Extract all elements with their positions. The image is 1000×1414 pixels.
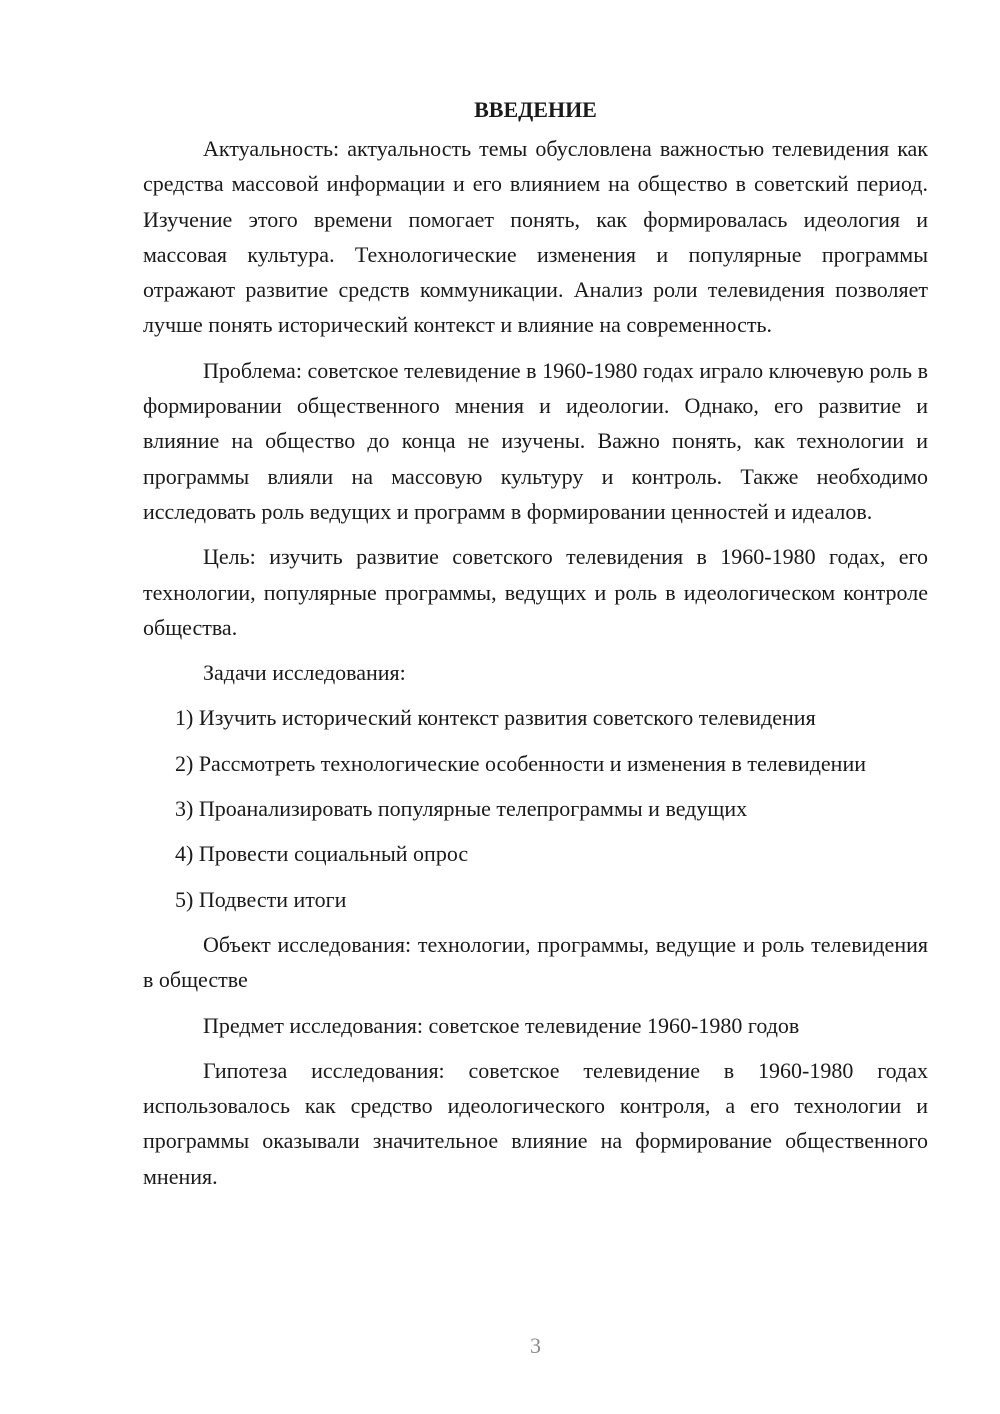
problem-paragraph: Проблема: советское телевидение в 1960-1980 годах играло ключевую роль в формировании общественного мнения и идеологии. Однако, его развитие и влияние на общество до конца не изучены. Важно понять, как технологии и программы влияли на массовую культуру и контроль. Также необходимо исследовать роль ведущих и программ в формировании ценностей и идеалов.: [143, 357, 928, 524]
relevance-paragraph: Актуальность: актуальность темы обусловлена важностью телевидения как средства массовой информации и его влиянием на общество в советский период. Изучение этого времени помогает понять, как формировалась идеология и массовая культура. Технологические изменения и популярные программы отражают развитие средств коммуникации. Анализ роли телевидения позволяет лучше понять исторический контекст и влияние на современность.: [143, 136, 928, 338]
tasks-list: [143, 700, 928, 916]
page-title: ВВЕДЕНИЕ: [474, 97, 597, 122]
goal-paragraph: Цель: изучить развитие советского телевидения в 1960-1980 годах, его технологии, популярные программы, ведущих и роль в идеологическом контроле общества.: [143, 544, 928, 640]
subject-paragraph: Предмет исследования: советское телевидение 1960-1980 годов: [203, 1012, 800, 1038]
document-page: [143, 92, 928, 1204]
list-item: 1) Изучить исторический контекст развития советского телевидения: [175, 705, 816, 731]
list-item: 3) Проанализировать популярные телепрограммы и ведущих: [175, 796, 748, 822]
object-paragraph: Объект исследования: технологии, программы, ведущие и роль телевидения в обществе: [143, 931, 928, 993]
list-item: 5) Подвести итоги: [175, 886, 347, 912]
tasks-heading: Задачи исследования:: [203, 660, 406, 686]
list-item: 4) Провести социальный опрос: [175, 841, 469, 867]
list-item: 2) Рассмотреть технологические особенности и изменения в телевидении: [175, 750, 866, 776]
page-number: 3: [530, 1333, 541, 1358]
hypothesis-paragraph: Гипотеза исследования: советское телевидение в 1960-1980 годах использовалось как средство идеологического контроля, а его технологии и программы оказывали значительное влияние на формирование общественного мнения.: [143, 1057, 928, 1189]
